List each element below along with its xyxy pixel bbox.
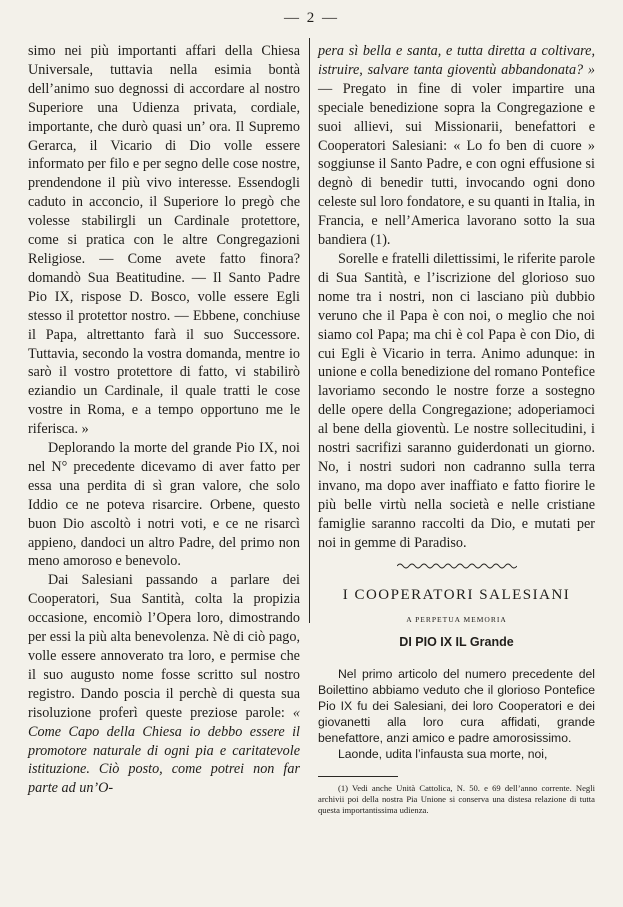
section-title: I COOPERATORI SALESIANI bbox=[342, 587, 571, 604]
footnote: (1) Vedi anche Unità Cattolica, N. 50. e 69 dell’anno corrente. Negli archivii poi della nostra Pia Unione si conserva una distesa relazione di tutta questa importantissima udienza. bbox=[318, 783, 595, 816]
paragraph-text: — Pregato in fine di voler impartire una speciale benedizione sopra la Congregazione e suoi allievi, sui Missionarii, benefattori e Cooperatori Salesiani: « Lo fo ben di cuore » soggiunse il Santo Padre, e con ogni effusione si degnò di benedir tutti, invocando ogni dono celeste sul loro fondatore, e su quanti in Italia, in Francia, e nell’America lavorano sotto la sua bandiera (1). bbox=[318, 80, 595, 249]
right-column bbox=[318, 42, 595, 816]
footnote-rule bbox=[318, 776, 398, 777]
page-number: — 2 — bbox=[284, 10, 339, 26]
column-divider bbox=[309, 38, 310, 623]
paragraph: Sorelle e fratelli dilettissimi, le riferite parole di Sua Santità, e l’iscrizione del glorioso suo nome tra i nostri, non ci lasciano più dubbio veruno che il Papa è con noi, o meglio che noi siamo col Papa; ma chi è col Papa è con Dio, di cui Egli è Vicario in terra. Animo adunque: in unione e colla benedizione del romano Pontefice lavoriamo secondo le nostre forze a sostegno delle opere della Congregazione; adoperiamoci al bene della gioventù. Le nostre sollecitudini, i nostri sacrifizi saranno guiderdonati un giorno. No, i nostri sudori non cadranno sulla terra invano, ma dopo aver inaffiato e fatto fiorire le più belle virtù nella società e nelle cristiane famiglie saranno raccolti da Dio, e mutati per noi in gemme di Paradiso. bbox=[318, 250, 595, 551]
paragraph bbox=[28, 571, 300, 798]
paragraph: Laonde, udita l’infausta sua morte, noi, bbox=[338, 747, 548, 762]
wavy-divider bbox=[397, 562, 517, 570]
paragraph: Deplorando la morte del grande Pio IX, noi nel N° precedente dicevamo di aver fatto per essa una perdita di sì gran valore, che solo Iddio ce ne poteva risarcire. Orbene, questo buon Dio ascoltò i notri voti, e ce ne risarcì appieno, dandoci un altro Padre, del primo non meno amoroso e benevolo. bbox=[28, 440, 300, 570]
papal-quote: « Come Capo della Chiesa io debbo essere il promotore naturale di ogni pia e caritatevole istituzione. Ciò posto, come potrei non far parte ad un’O- bbox=[28, 704, 301, 797]
section-caption: A PERPETUA MEMORIA bbox=[406, 615, 507, 625]
section-subtitle: DI PIO IX IL Grande bbox=[399, 635, 514, 650]
papal-quote-continued: pera sì bella e santa, e tutta diretta a coltivare, istruire, salvare tanta gioventù abbandonata? » bbox=[318, 43, 595, 78]
article-body bbox=[318, 666, 595, 762]
paragraph: Nel primo articolo del numero precedente del Boilettino abbiamo veduto che il glorioso Pontefice Pio IX fu dei Salesiani, dei loro Cooperatori e dei giovanetti alla loro cura affidati, grande benefattore, anzi amico e padre amorosissimo. bbox=[318, 667, 595, 746]
paragraph: simo nei più importanti affari della Chiesa Universale, tuttavia nella esimia bontà dell’animo suo degnossi di accordare al nostro Superiore una Udienza privata, cordiale, importante, che durò quasi un’ ora. Il Supremo Gerarca, il Vicario di Dio volle essere informato per filo e per segno delle cose nostre, prendendone il più vivo interesse. Essendogli caduto in acconcio, il Superiore lo pregò che volesse stabilirgli un Cardinale protettore, come si pratica con le altre Congregazioni Religiose. — Come avete fatto finora? domandò Sua Beatitudine. — Il Santo Padre Pio IX, rispose D. Bosco, volle essere Egli stesso il protettor nostro. — Ebbene, conchiuse il Papa, altrettanto farà il suo Successore. Tuttavia, secondo la vostra domanda, mentre io sarò il vostro protettore di fatto, vi stabilirò eziandio un Cardinale, il quale tratti le cose vostre in Roma, e a tempo opportuno me le riferisca. » bbox=[28, 43, 300, 438]
paragraph-text: Dai Salesiani passando a parlare dei Cooperatori, Sua Santità, colta la propizia occasione, encomiò l’Opera loro, dimostrando per essi la più alta benevolenza. Nè di ciò pago, volle essere annoverato tra loro, e permise che il suo augusto nome fosse scritto sul nostro registro. Dando poscia il perchè di questa sua risoluzione proferì queste preziose parole: bbox=[28, 572, 300, 721]
left-column bbox=[28, 42, 300, 798]
paragraph bbox=[318, 42, 595, 250]
